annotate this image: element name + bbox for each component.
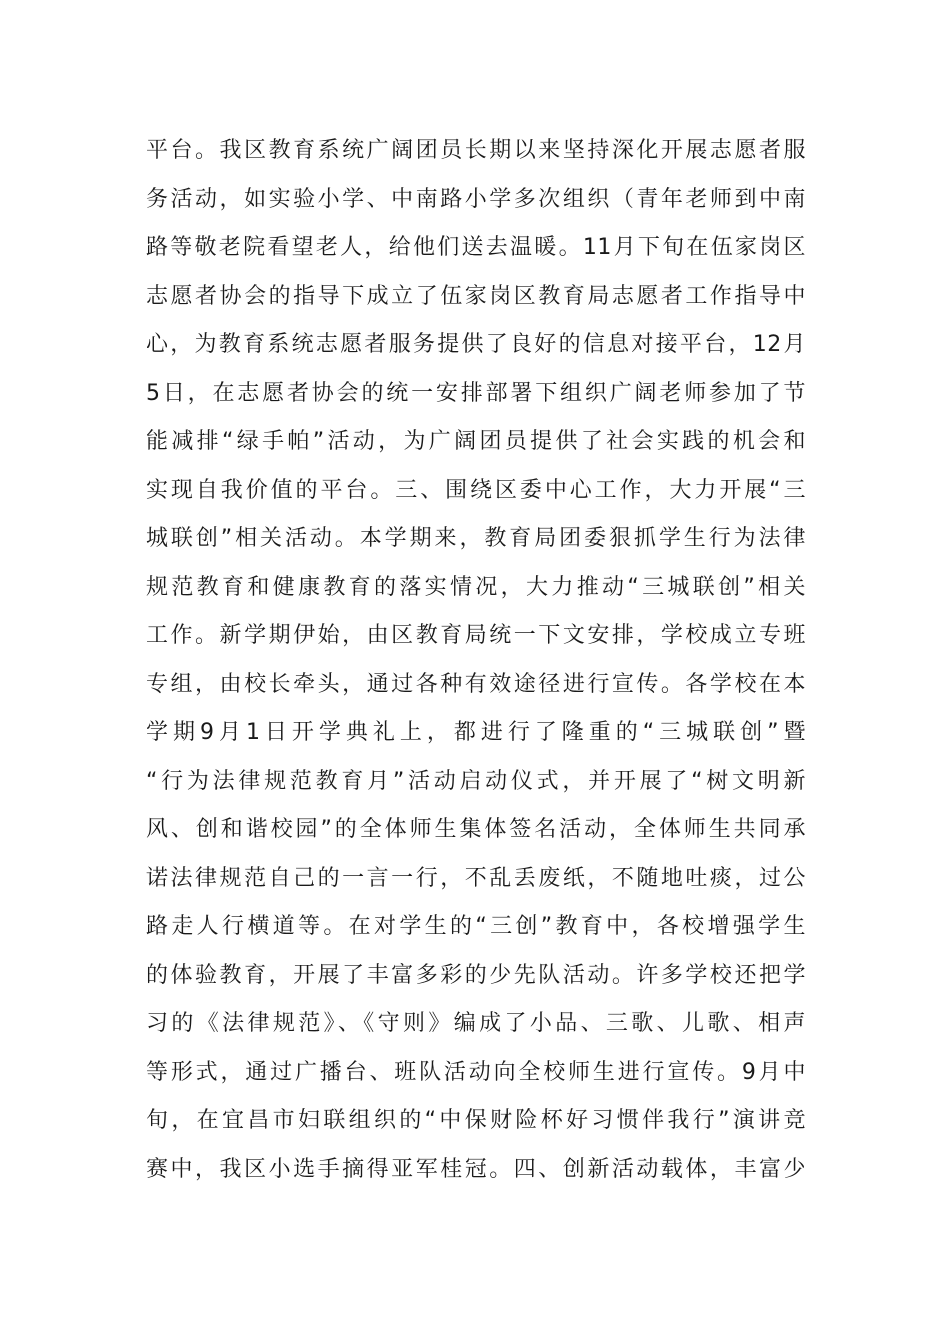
text-line: 心，为教育系统志愿者服务提供了良好的信息对接平台，12月 (146, 332, 806, 357)
text-line: 城联创”相关活动。本学期来，教育局团委狠抓学生行为法律 (146, 526, 806, 551)
text-line: 的体验教育，开展了丰富多彩的少先队活动。许多学校还把学 (146, 962, 806, 988)
text-line: 能减排“绿手帕”活动，为广阔团员提供了社会实践的机会和 (146, 429, 806, 454)
text-line: 规范教育和健康教育的落实情况，大力推动“三城联创”相关 (146, 574, 806, 600)
text-line: 风、创和谐校园”的全体师生集体签名活动，全体师生共同承 (146, 817, 806, 842)
text-line: 5日，在志愿者协会的统一安排部署下组织广阔老师参加了节 (146, 380, 806, 406)
text-line: 习的《法律规范》、《守则》编成了小品、三歌、儿歌、相声 (146, 1011, 806, 1036)
text-line: 专组，由校长牵头，通过各种有效途径进行宣传。各学校在本 (146, 671, 806, 697)
text-line: 等形式，通过广播台、班队活动向全校师生进行宣传。9月中 (146, 1059, 806, 1085)
text-line: 路等敬老院看望老人，给他们送去温暖。11月下旬在伍家岗区 (146, 235, 806, 260)
text-line: 工作。新学期伊始，由区教育局统一下文安排，学校成立专班 (146, 623, 806, 648)
text-line: 务活动，如实验小学、中南路小学多次组织（青年老师到中南 (146, 186, 806, 212)
text-line: 学期9月1日开学典礼上，都进行了隆重的“三城联创”暨 (146, 720, 806, 745)
text-line: 志愿者协会的指导下成立了伍家岗区教育局志愿者工作指导中 (146, 283, 806, 309)
text-line: 诺法律规范自己的一言一行，不乱丢废纸，不随地吐痰，过公 (146, 865, 806, 891)
body-text (146, 127, 806, 1194)
text-line: 赛中，我区小选手摘得亚军桂冠。四、创新活动载体，丰富少 (146, 1156, 806, 1182)
text-line: 路走人行横道等。在对学生的“三创”教育中，各校增强学生 (146, 914, 806, 939)
text-line: 平台。我区教育系统广阔团员长期以来坚持深化开展志愿者服 (146, 138, 806, 163)
text-line: “行为法律规范教育月”活动启动仪式，并开展了“树文明新 (146, 768, 806, 794)
text-line: 实现自我价值的平台。三、围绕区委中心工作，大力开展“三 (146, 477, 806, 503)
text-line: 旬，在宜昌市妇联组织的“中保财险杯好习惯伴我行”演讲竞 (146, 1108, 806, 1133)
